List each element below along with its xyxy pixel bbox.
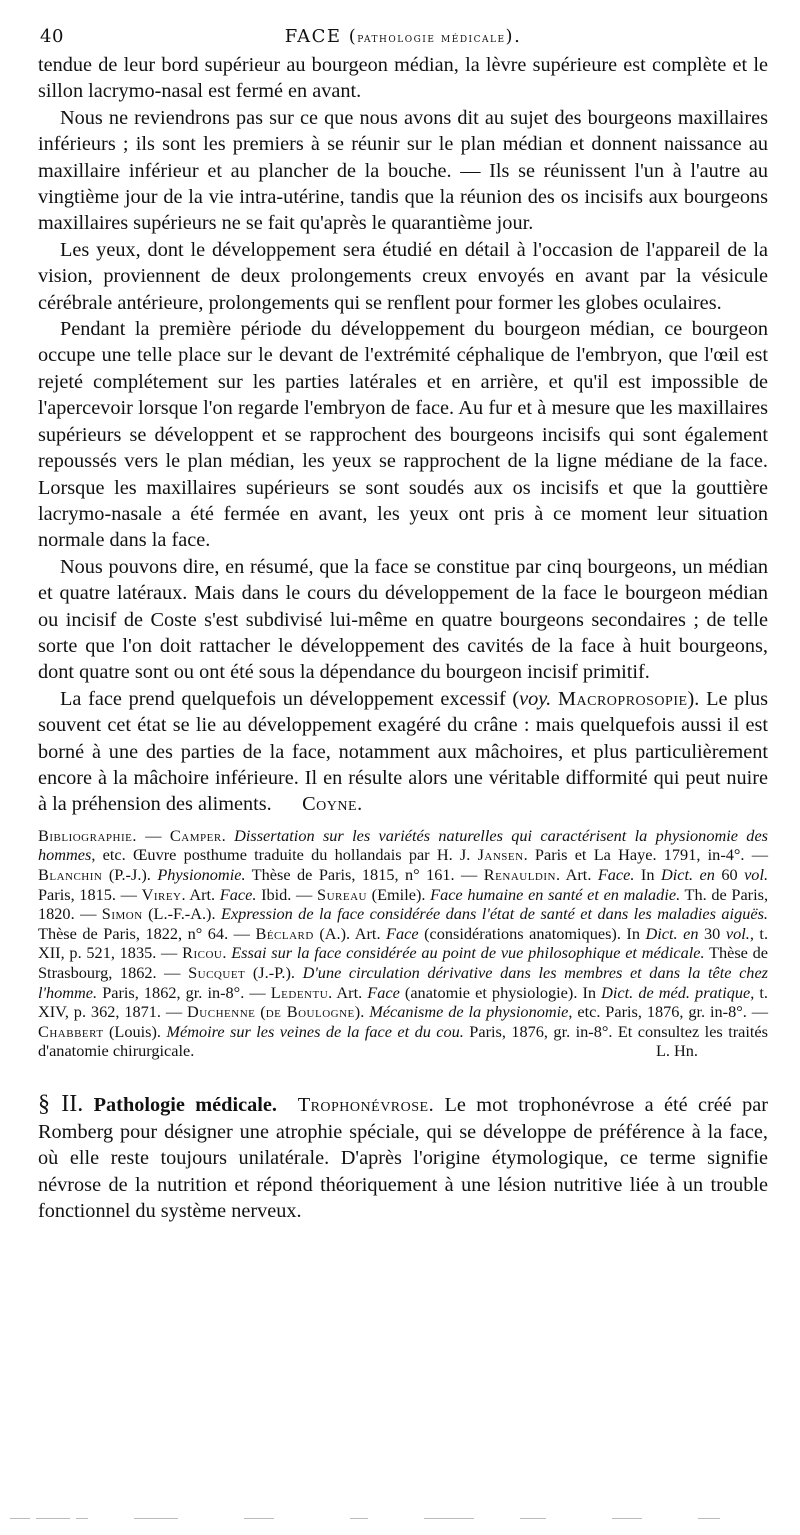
- bibliography-segment: Paris, 1862, gr. in-8°. —: [97, 982, 271, 1002]
- bibliography-signature: L. Hn.: [655, 1041, 698, 1061]
- bibliography-segment: . Art.: [181, 884, 220, 904]
- bibliography-segment: Expression de la face considérée dans l'état de santé et dans les maladies aiguës.: [221, 904, 768, 924]
- bibliography-segment: Chabbert: [38, 1021, 104, 1041]
- page: [38, 26, 768, 1225]
- bibliography-segment: (Emile).: [366, 884, 431, 904]
- bibliography-segment: Mécanisme de la physionomie: [369, 1002, 569, 1022]
- bibliography-segment: Ricou: [182, 943, 223, 963]
- section-pathologie: [38, 1091, 768, 1225]
- bibliography-segment: Renauldin: [483, 864, 556, 884]
- bibliography-segment: In: [634, 864, 661, 884]
- bibliography-segment: Blanchin: [38, 864, 103, 884]
- paragraph-6-author: Coyne.: [302, 793, 363, 816]
- running-head-subject: pathologie médicale: [357, 31, 506, 46]
- paragraph-5: Nous pouvons dire, en résumé, que la face se constitue par cinq bourgeons, un médian et quatre latéraux. Mais dans le cours du développement de la face le bourgeon médian ou incisif de Coste s'est subdivisé lui-même en quatre bourgeons secondaires ; de telle sorte que l'on doit rattacher le développement des cavités de la face à huit bourgeons, dont quatre sont ou ont été sous la dépendance du bourgeon incisif primitif.: [38, 555, 768, 684]
- bibliography-segment: Sucquet: [188, 962, 246, 982]
- section-mark: § II.: [38, 1090, 84, 1117]
- running-head: [38, 26, 768, 47]
- bibliography-segment: Face humaine en santé et en maladie.: [430, 884, 681, 904]
- paragraph-6-start: La face prend quelquefois un développement excessif (: [60, 687, 520, 710]
- scan-noise-divider: [0, 1508, 800, 1516]
- bibliography-segment: t. XII, p. 521, 1835. —: [38, 923, 769, 963]
- bibliography-segment: 30: [698, 923, 726, 943]
- paragraph-3: Les yeux, dont le développement sera étudié en détail à l'occasion de l'appareil de la vision, proviennent de deux prolongements creux envoyés en avant par la vésicule cérébrale antérieure, prolongements qui se renflent pour former les globes oculaires.: [38, 238, 768, 314]
- bibliography-segment: Duchenne: [187, 1002, 256, 1022]
- bibliography-segment: vol.,: [725, 923, 754, 943]
- bibliography-segment: (L.-F.-A.).: [142, 904, 221, 924]
- bibliography-segment: D'une circulation dérivative dans les membres et dans la tête chez l'homme.: [38, 962, 769, 1002]
- bibliography-segment: .: [222, 943, 232, 963]
- bibliography-segment: . Art.: [328, 982, 368, 1002]
- bibliography-segment: Thèse de Paris, 1815, n° 161. —: [245, 864, 484, 884]
- paragraph-6-voy: voy.: [519, 687, 552, 710]
- paragraph-6: [38, 686, 768, 818]
- cross-reference-link: Macroprosopie: [557, 687, 688, 710]
- bibliography-segment: Paris, 1876, gr. in-8°. Et consultez les traités d'anatomie chirurgicale.: [38, 1021, 768, 1061]
- bibliography-segment: Dict. en: [660, 864, 715, 884]
- paragraph-4: Pendant la première période du développement du bourgeon médian, ce bourgeon occupe une telle place sur le devant de l'extrémité céphalique de l'embryon, que l'œil est rejeté complétement sur les parties latérales et en arrière, et qu'il est impossible de l'apercevoir lorsque l'on regarde l'embryon de face. Au fur et à mesure que les maxillaires supérieurs se développent et se rapprochent des bourgeons incisifs qui sont également repoussés vers le plan médian, les yeux se rapprochent de la ligne médiane de la face. Lorsque les maxillaires supérieurs se sont soudés aux os incisifs et que la gouttière lacrymo-nasale a été fermée en avant, les yeux ont pris à ce moment leur situation normale dans la face.: [38, 318, 768, 552]
- bibliography-segment: 60: [714, 864, 745, 884]
- section-term: Trophonévrose.: [297, 1093, 435, 1116]
- bibliography-label: Bibliographie.: [38, 825, 137, 845]
- bibliography: [38, 826, 768, 1061]
- bibliography-segment: Face: [367, 982, 400, 1002]
- bibliography-segment: Face.: [597, 864, 635, 884]
- bibliography-segment: Jansen: [477, 845, 524, 865]
- paragraph-2: Nous ne reviendrons pas sur ce que nous avons dit au sujet des bourgeons maxillaires inférieurs ; ils sont les premiers à se réunir sur le plan médian et donnent naissance au maxillaire inférieur et au plancher de la bouche. — Ils se réunissent l'un à l'autre au vingtième jour de la vie intra-utérine, tandis que la réunion des os incisifs aux bourgeons maxillaires supérieurs ne se fait qu'après le quarantième jour.: [38, 106, 768, 235]
- section-title: Pathologie médicale.: [93, 1093, 277, 1116]
- bibliography-segment: (P.-J.).: [102, 864, 158, 884]
- bibliography-segment: Dict. de méd. pratique: [601, 982, 751, 1002]
- bibliography-segment: (A.). Art.: [313, 923, 387, 943]
- paragraph-6-rest: ). Le plus souvent cet état se lie au développement exagéré du crâne : mais quelquefois aussi il est borné à une des parties de la face, notamment aux mâchoires, et plus particulièrement encore à la mâchoire inférieure. Il en résulte alors une véritable difformité qui peut nuire à la préhension des aliments.: [38, 687, 768, 816]
- bibliography-segment: Mémoire sur les veines de la face et du cou.: [166, 1021, 464, 1041]
- bibliography-segment: (anatomie et physiologie). In: [399, 982, 602, 1002]
- bibliography-segment: ).: [354, 1002, 370, 1022]
- bibliography-segment: de Boulogne: [265, 1002, 355, 1022]
- bibliography-segment: Dict. en: [645, 923, 699, 943]
- bibliography-segment: Virey: [141, 884, 182, 904]
- bibliography-segment: .: [221, 825, 235, 845]
- bibliography-entries: [38, 826, 768, 1061]
- page-header: [38, 26, 768, 52]
- article-body: [38, 52, 768, 818]
- bibliography-segment: (Louis).: [103, 1021, 167, 1041]
- bibliography-segment: —: [136, 825, 170, 845]
- bibliography-segment: Thèse de Strasbourg, 1862. —: [38, 943, 769, 982]
- running-head-main: FACE (: [284, 26, 358, 47]
- running-head-close: ).: [505, 26, 522, 47]
- bibliography-segment: . Art.: [555, 864, 598, 884]
- bibliography-segment: (J.-P.).: [245, 962, 303, 982]
- bibliography-segment: (considérations anatomiques). In: [418, 923, 646, 943]
- paragraph-1: tendue de leur bord supérieur au bourgeon médian, la lèvre supérieure est complète et le sillon lacrymo-nasal est fermé en avant.: [38, 54, 768, 103]
- bibliography-segment: Essai sur la face considérée au point de vue philosophique et médicale.: [231, 943, 705, 963]
- bibliography-segment: Ibid. —: [256, 884, 318, 904]
- section-text: Le mot trophonévrose a été créé par Romberg pour désigner une atrophie spéciale, qui se développe de préférence à la face, où elle reste toujours unilatérale. D'après l'origine étymologique, ce terme signifie névrose de la nutrition et répond théoriquement à une lésion nutritive liée à un trouble fonctionnel du système nerveux.: [38, 1093, 768, 1223]
- bibliography-segment: Thèse de Paris, 1822, n° 64. —: [38, 923, 256, 943]
- bibliography-segment: Ledentu: [270, 982, 329, 1002]
- bibliography-segment: Face: [386, 923, 419, 943]
- bibliography-segment: vol.: [744, 864, 769, 884]
- bibliography-segment: Physionomie.: [157, 864, 246, 884]
- bibliography-segment: , etc. Paris, 1876, gr. in-8°. —: [568, 1002, 768, 1022]
- bibliography-segment: . Paris et La Haye. 1791, in-4°. —: [523, 845, 768, 865]
- bibliography-segment: (: [255, 1002, 266, 1022]
- bibliography-segment: Sureau: [317, 884, 367, 904]
- bibliography-segment: , t. XIV, p. 362, 1871. —: [38, 982, 768, 1022]
- bibliography-segment: , etc. Œuvre posthume traduite du hollandais par H. J.: [91, 845, 478, 865]
- bibliography-segment: Béclard: [255, 923, 314, 943]
- page-number: 40: [40, 26, 64, 47]
- bibliography-segment: Th. de Paris, 1820. —: [38, 884, 769, 924]
- bibliography-segment: Dissertation sur les variétés naturelles qui caractérisent la physionomie des hommes: [38, 825, 769, 865]
- bibliography-segment: Camper: [169, 825, 222, 845]
- bibliography-segment: Face.: [219, 884, 257, 904]
- bibliography-segment: Paris, 1815. —: [38, 884, 142, 904]
- bibliography-segment: Simon: [101, 904, 143, 924]
